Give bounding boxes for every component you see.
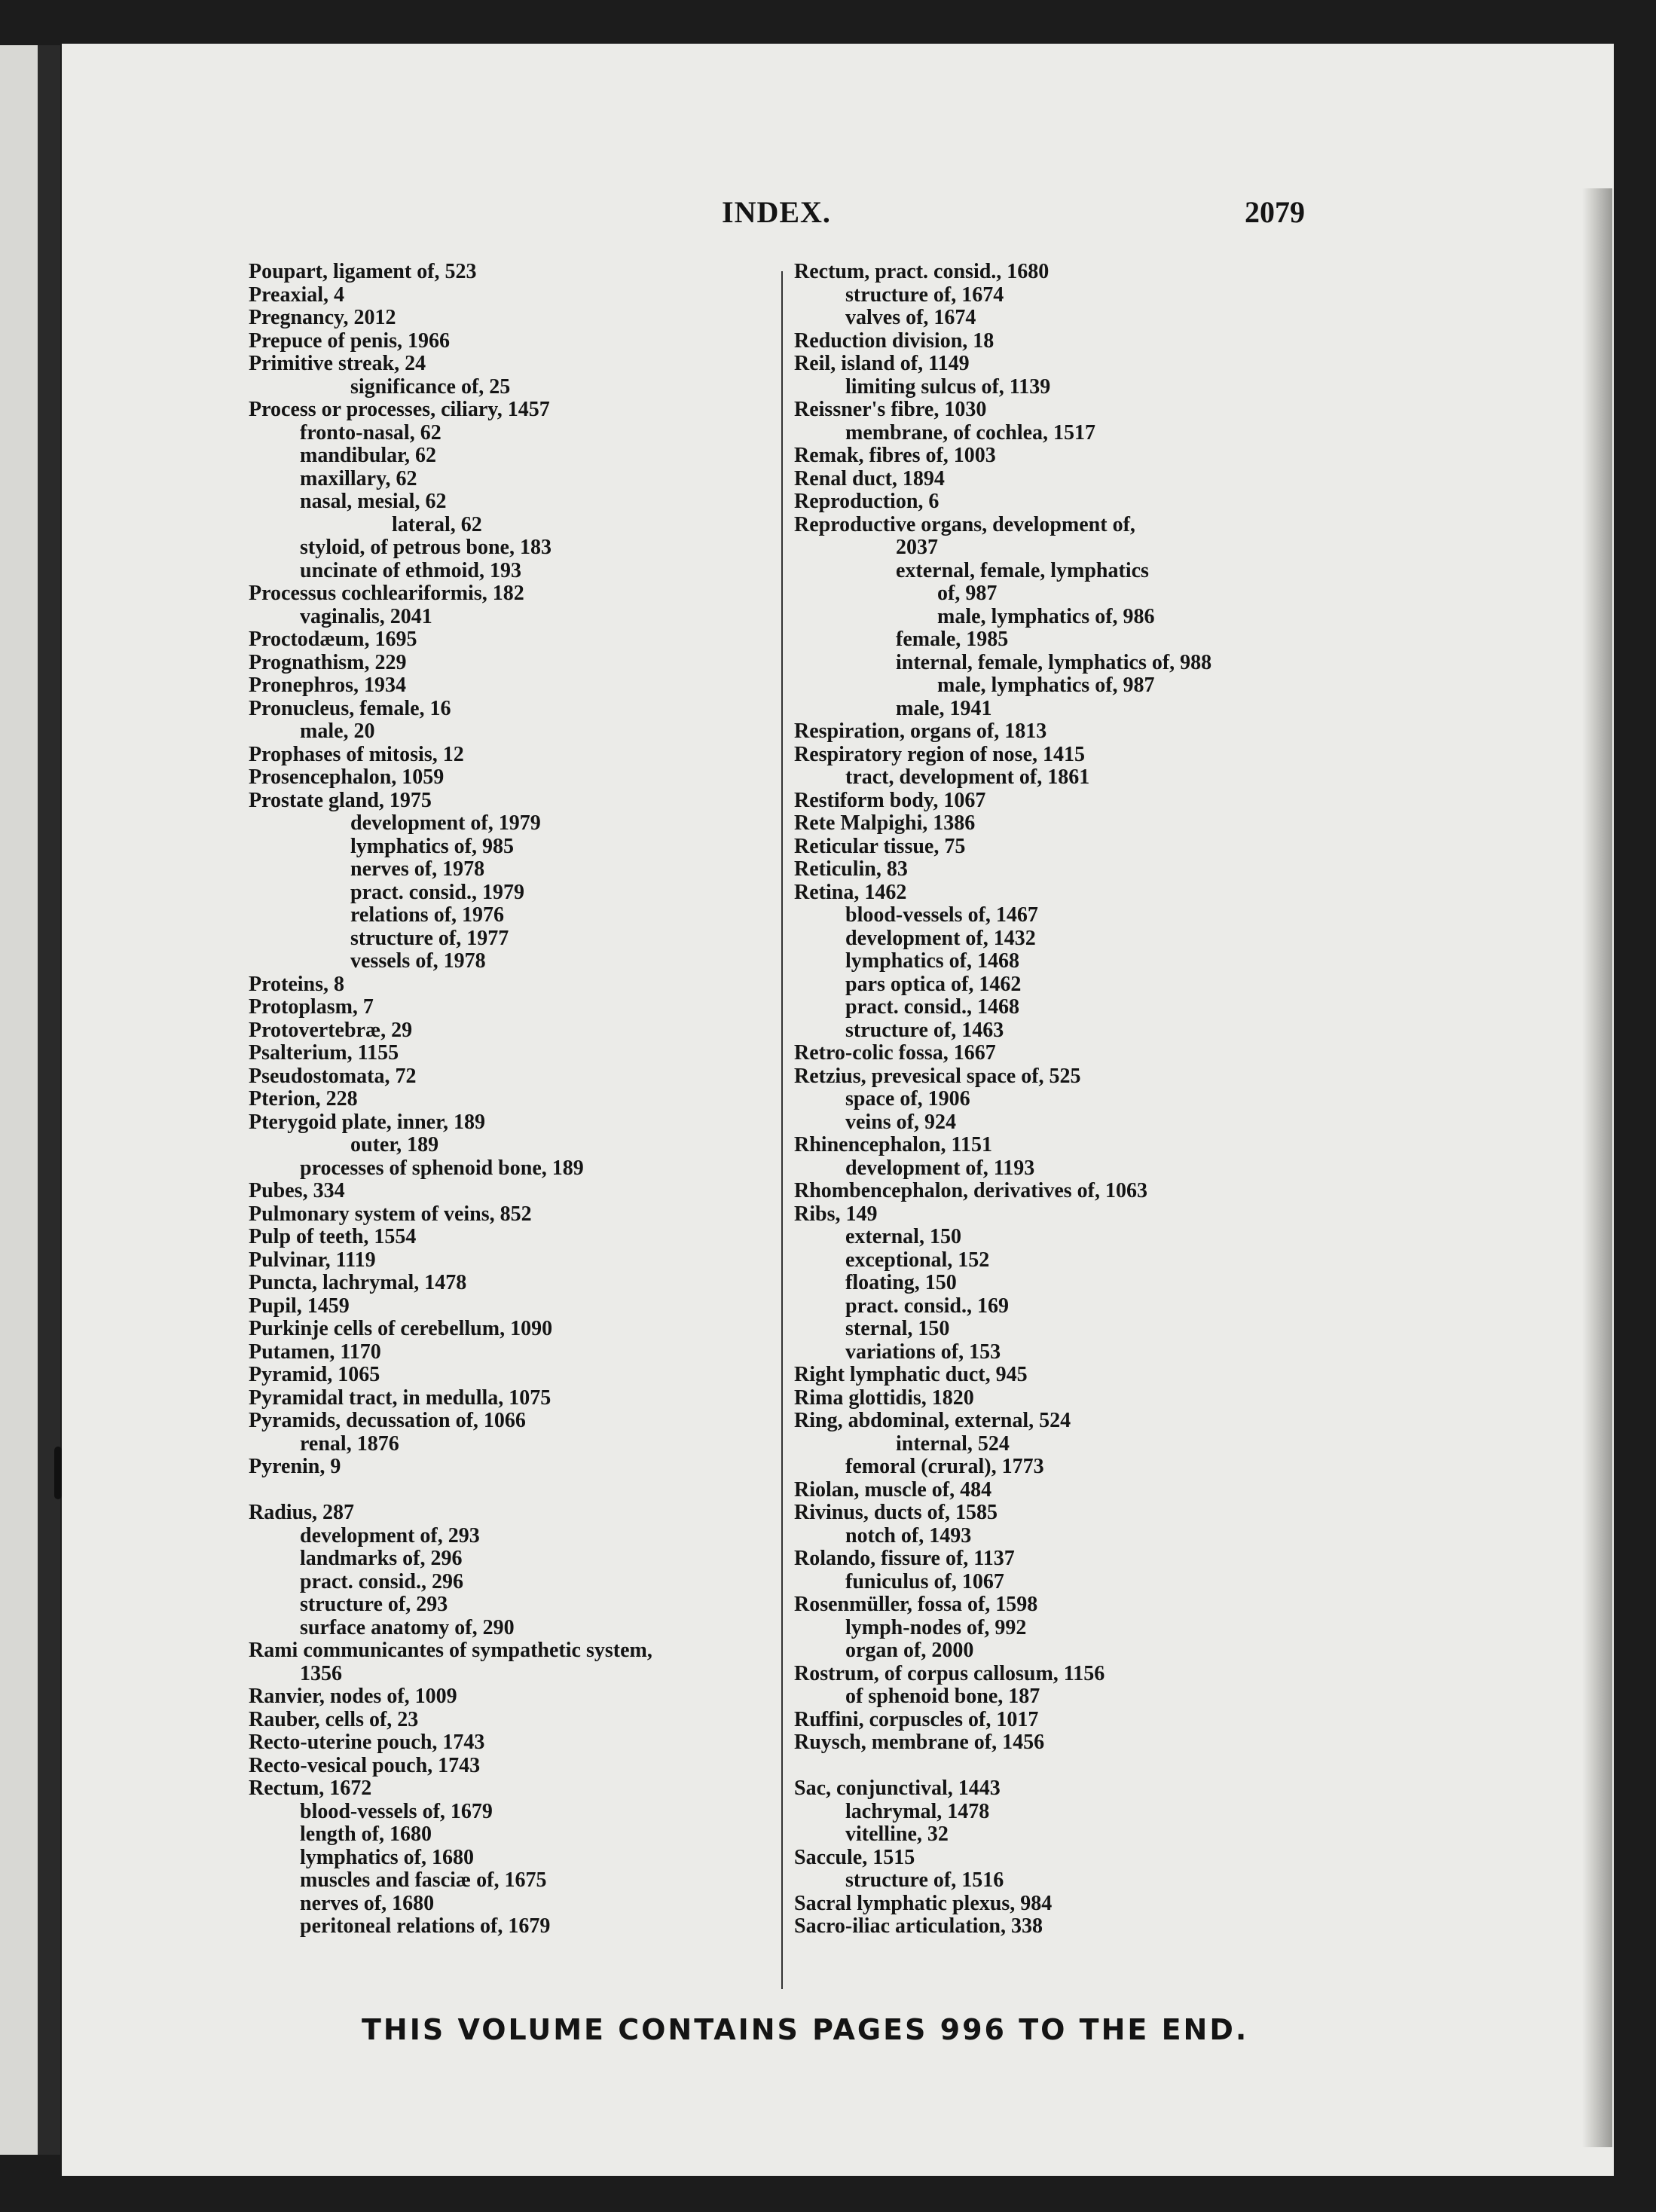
index-entry: uncinate of ethmoid, 193 bbox=[300, 558, 521, 582]
index-entry: Prophases of mitosis, 12 bbox=[249, 742, 464, 766]
index-entry: blood-vessels of, 1467 bbox=[845, 903, 1038, 927]
index-entry: structure of, 293 bbox=[300, 1593, 448, 1616]
index-entry: internal, 524 bbox=[896, 1431, 1010, 1456]
index-entry: Pterygoid plate, inner, 189 bbox=[249, 1110, 485, 1134]
index-entry: Pronephros, 1934 bbox=[249, 674, 406, 697]
index-entry: Retzius, prevesical space of, 525 bbox=[794, 1064, 1081, 1088]
index-entry: Riolan, muscle of, 484 bbox=[794, 1477, 992, 1502]
index-entry: Pregnancy, 2012 bbox=[249, 306, 396, 329]
index-entry: surface anatomy of, 290 bbox=[300, 1615, 515, 1639]
index-entry: Putamen, 1170 bbox=[249, 1340, 381, 1364]
index-column-right bbox=[794, 261, 1211, 1939]
index-entry: Retro-colic fossa, 1667 bbox=[794, 1041, 996, 1065]
index-entry: Reil, island of, 1149 bbox=[794, 352, 970, 375]
index-entry: Psalterium, 1155 bbox=[249, 1041, 399, 1065]
page-gutter-shadow bbox=[38, 45, 60, 2155]
index-entry: Proctodæum, 1695 bbox=[249, 628, 417, 651]
column-divider bbox=[781, 271, 783, 1989]
index-entry: Rostrum, of corpus callosum, 1156 bbox=[794, 1661, 1105, 1685]
index-entry: variations of, 153 bbox=[845, 1340, 1001, 1364]
index-entry: styloid, of petrous bone, 183 bbox=[300, 536, 551, 559]
index-entry: lymph-nodes of, 992 bbox=[845, 1615, 1027, 1639]
index-entry: pract. consid., 296 bbox=[300, 1569, 463, 1593]
index-entry: Rhombencephalon, derivatives of, 1063 bbox=[794, 1179, 1147, 1202]
index-entry: membrane, of cochlea, 1517 bbox=[845, 420, 1096, 445]
index-entry: Pronucleus, female, 16 bbox=[249, 696, 451, 720]
index-entry: lachrymal, 1478 bbox=[845, 1799, 990, 1823]
index-entry: 2037 bbox=[896, 536, 938, 559]
index-entry: Prepuce of penis, 1966 bbox=[249, 328, 451, 353]
index-entry: lymphatics of, 985 bbox=[350, 834, 514, 858]
index-entry: mandibular, 62 bbox=[300, 444, 437, 467]
index-entry: Rivinus, ducts of, 1585 bbox=[794, 1501, 998, 1524]
index-entry: Ruffini, corpuscles of, 1017 bbox=[794, 1707, 1039, 1731]
index-entry: Recto-vesical pouch, 1743 bbox=[249, 1753, 481, 1777]
index-entry: floating, 150 bbox=[845, 1271, 957, 1294]
index-entry: Radius, 287 bbox=[249, 1501, 355, 1524]
index-entry: Ranvier, nodes of, 1009 bbox=[249, 1685, 457, 1708]
index-entry: renal, 1876 bbox=[300, 1431, 399, 1456]
index-entry: Pulmonary system of veins, 852 bbox=[249, 1202, 532, 1226]
index-entry: Ribs, 149 bbox=[794, 1202, 878, 1226]
index-entry: Right lymphatic duct, 945 bbox=[794, 1363, 1028, 1386]
index-entry: male, lymphatics of, 986 bbox=[937, 604, 1155, 628]
index-entry: Protovertebræ, 29 bbox=[249, 1018, 413, 1042]
index-entry: length of, 1680 bbox=[300, 1822, 432, 1846]
index-entry: Renal duct, 1894 bbox=[794, 466, 945, 490]
index-entry: Restiform body, 1067 bbox=[794, 788, 986, 812]
index-entry: Reissner's fibre, 1030 bbox=[794, 398, 987, 421]
index-entry: veins of, 924 bbox=[845, 1110, 956, 1134]
index-entry: Pulp of teeth, 1554 bbox=[249, 1225, 417, 1248]
index-entry: valves of, 1674 bbox=[845, 306, 976, 329]
index-entry: Proteins, 8 bbox=[249, 972, 345, 996]
index-entry: Retina, 1462 bbox=[794, 880, 907, 904]
index-entry: Saccule, 1515 bbox=[794, 1845, 915, 1869]
index-entry: Protoplasm, 7 bbox=[249, 995, 374, 1019]
page-number: 2079 bbox=[1245, 195, 1305, 229]
index-entry: Sacro-iliac articulation, 338 bbox=[794, 1914, 1043, 1938]
index-entry: development of, 1979 bbox=[350, 811, 541, 835]
index-entry: Recto-uterine pouch, 1743 bbox=[249, 1731, 485, 1754]
index-entry: Rauber, cells of, 23 bbox=[249, 1707, 419, 1731]
entry-gap bbox=[249, 1479, 652, 1502]
index-entry: Remak, fibres of, 1003 bbox=[794, 444, 996, 467]
index-entry: relations of, 1976 bbox=[350, 903, 505, 927]
index-entry: vessels of, 1978 bbox=[350, 949, 486, 973]
index-entry: pract. consid., 1979 bbox=[350, 880, 524, 904]
index-entry: Pseudostomata, 72 bbox=[249, 1064, 417, 1088]
index-entry: peritoneal relations of, 1679 bbox=[300, 1914, 551, 1938]
index-entry: Puncta, lachrymal, 1478 bbox=[249, 1271, 467, 1294]
running-head-title: INDEX. bbox=[722, 195, 831, 229]
index-entry: development of, 293 bbox=[300, 1523, 480, 1547]
index-entry: Rhinencephalon, 1151 bbox=[794, 1133, 992, 1156]
entry-gap bbox=[794, 1755, 1211, 1778]
index-entry: Reticular tissue, 75 bbox=[794, 834, 966, 858]
index-entry: limiting sulcus of, 1139 bbox=[845, 374, 1051, 399]
index-entry: Pyramids, decussation of, 1066 bbox=[249, 1409, 526, 1432]
index-entry: outer, 189 bbox=[350, 1133, 439, 1156]
index-entry: male, 1941 bbox=[896, 696, 992, 720]
index-entry: Primitive streak, 24 bbox=[249, 352, 426, 375]
facing-page-edge bbox=[0, 45, 38, 2155]
index-entry: Prostate gland, 1975 bbox=[249, 788, 432, 812]
index-entry: fronto-nasal, 62 bbox=[300, 420, 441, 445]
index-entry: Pyramidal tract, in medulla, 1075 bbox=[249, 1386, 551, 1410]
index-entry: Prosencephalon, 1059 bbox=[249, 765, 445, 789]
index-entry: femoral (crural), 1773 bbox=[845, 1455, 1044, 1478]
index-entry: pract. consid., 169 bbox=[845, 1294, 1009, 1318]
volume-footer-note: THIS VOLUME CONTAINS PAGES 996 TO THE END. bbox=[362, 2013, 1249, 2046]
binding-mark bbox=[54, 1447, 62, 1499]
index-entry: Rete Malpighi, 1386 bbox=[794, 811, 976, 835]
index-entry: Rosenmüller, fossa of, 1598 bbox=[794, 1593, 1038, 1616]
index-entry: Respiratory region of nose, 1415 bbox=[794, 742, 1085, 766]
index-entry: Rima glottidis, 1820 bbox=[794, 1386, 974, 1410]
index-entry: space of, 1906 bbox=[845, 1087, 970, 1111]
index-entry: nerves of, 1680 bbox=[300, 1891, 435, 1915]
index-entry: Reduction division, 18 bbox=[794, 328, 995, 353]
index-entry: structure of, 1674 bbox=[845, 283, 1004, 307]
index-entry: processes of sphenoid bone, 189 bbox=[300, 1156, 584, 1180]
index-entry: sternal, 150 bbox=[845, 1317, 950, 1340]
index-entry: Sacral lymphatic plexus, 984 bbox=[794, 1891, 1053, 1915]
index-entry: Poupart, ligament of, 523 bbox=[249, 260, 477, 283]
index-entry: Pyramid, 1065 bbox=[249, 1363, 380, 1386]
index-entry: Rolando, fissure of, 1137 bbox=[794, 1547, 1015, 1570]
index-entry: structure of, 1463 bbox=[845, 1018, 1004, 1042]
index-entry: Rectum, 1672 bbox=[249, 1777, 372, 1800]
page-edge-shadow bbox=[1582, 188, 1612, 2147]
index-entry: male, 20 bbox=[300, 720, 375, 743]
index-entry: vitelline, 32 bbox=[845, 1822, 949, 1846]
index-entry: male, lymphatics of, 987 bbox=[937, 674, 1155, 697]
index-entry: Sac, conjunctival, 1443 bbox=[794, 1777, 1001, 1800]
index-entry: Respiration, organs of, 1813 bbox=[794, 720, 1047, 743]
index-entry: Prognathism, 229 bbox=[249, 650, 407, 674]
index-entry: Pulvinar, 1119 bbox=[249, 1248, 376, 1272]
index-column-left bbox=[249, 261, 652, 1939]
index-entry: Ring, abdominal, external, 524 bbox=[794, 1409, 1071, 1432]
index-entry: Rami communicantes of sympathetic system, bbox=[249, 1639, 652, 1662]
index-entry: pars optica of, 1462 bbox=[845, 972, 1022, 996]
index-entry: pract. consid., 1468 bbox=[845, 995, 1019, 1019]
index-entry: vaginalis, 2041 bbox=[300, 604, 432, 628]
index-entry: Reticulin, 83 bbox=[794, 857, 908, 881]
index-entry: Process or processes, ciliary, 1457 bbox=[249, 398, 550, 421]
index-entry: lymphatics of, 1468 bbox=[845, 949, 1019, 973]
index-entry: Pterion, 228 bbox=[249, 1087, 358, 1111]
index-entry: Ruysch, membrane of, 1456 bbox=[794, 1731, 1045, 1754]
index-entry: Rectum, pract. consid., 1680 bbox=[794, 260, 1050, 283]
index-entry: Reproductive organs, development of, bbox=[794, 512, 1135, 536]
index-entry: external, female, lymphatics bbox=[896, 558, 1149, 582]
index-entry: Preaxial, 4 bbox=[249, 283, 345, 307]
index-entry: landmarks of, 296 bbox=[300, 1547, 463, 1570]
index-entry: muscles and fasciæ of, 1675 bbox=[300, 1868, 547, 1892]
index-entry: Purkinje cells of cerebellum, 1090 bbox=[249, 1317, 553, 1340]
index-entry: maxillary, 62 bbox=[300, 466, 417, 490]
index-entry: 1356 bbox=[300, 1661, 342, 1685]
index-entry: Reproduction, 6 bbox=[794, 490, 940, 513]
index-entry: external, 150 bbox=[845, 1225, 961, 1248]
index-entry: Pupil, 1459 bbox=[249, 1294, 350, 1318]
index-entry: blood-vessels of, 1679 bbox=[300, 1799, 493, 1823]
index-entry: of sphenoid bone, 187 bbox=[845, 1685, 1040, 1708]
index-entry: internal, female, lymphatics of, 988 bbox=[896, 650, 1212, 674]
index-entry: Pyrenin, 9 bbox=[249, 1455, 341, 1478]
index-entry: lateral, 62 bbox=[392, 512, 482, 536]
index-entry: structure of, 1977 bbox=[350, 926, 509, 950]
index-entry: nasal, mesial, 62 bbox=[300, 490, 447, 513]
index-entry: development of, 1193 bbox=[845, 1156, 1035, 1180]
index-entry: Processus cochleariformis, 182 bbox=[249, 582, 524, 605]
index-entry: development of, 1432 bbox=[845, 926, 1036, 950]
index-entry: female, 1985 bbox=[896, 628, 1009, 651]
index-entry: funiculus of, 1067 bbox=[845, 1569, 1004, 1593]
index-entry: of, 987 bbox=[937, 582, 998, 605]
index-entry: nerves of, 1978 bbox=[350, 857, 485, 881]
index-entry: exceptional, 152 bbox=[845, 1248, 990, 1272]
index-entry: notch of, 1493 bbox=[845, 1523, 972, 1547]
index-entry: lymphatics of, 1680 bbox=[300, 1845, 474, 1869]
index-entry: tract, development of, 1861 bbox=[845, 765, 1090, 789]
index-entry: Pubes, 334 bbox=[249, 1179, 345, 1202]
index-entry: significance of, 25 bbox=[350, 374, 511, 399]
index-entry: organ of, 2000 bbox=[845, 1639, 974, 1662]
index-entry: structure of, 1516 bbox=[845, 1868, 1004, 1892]
